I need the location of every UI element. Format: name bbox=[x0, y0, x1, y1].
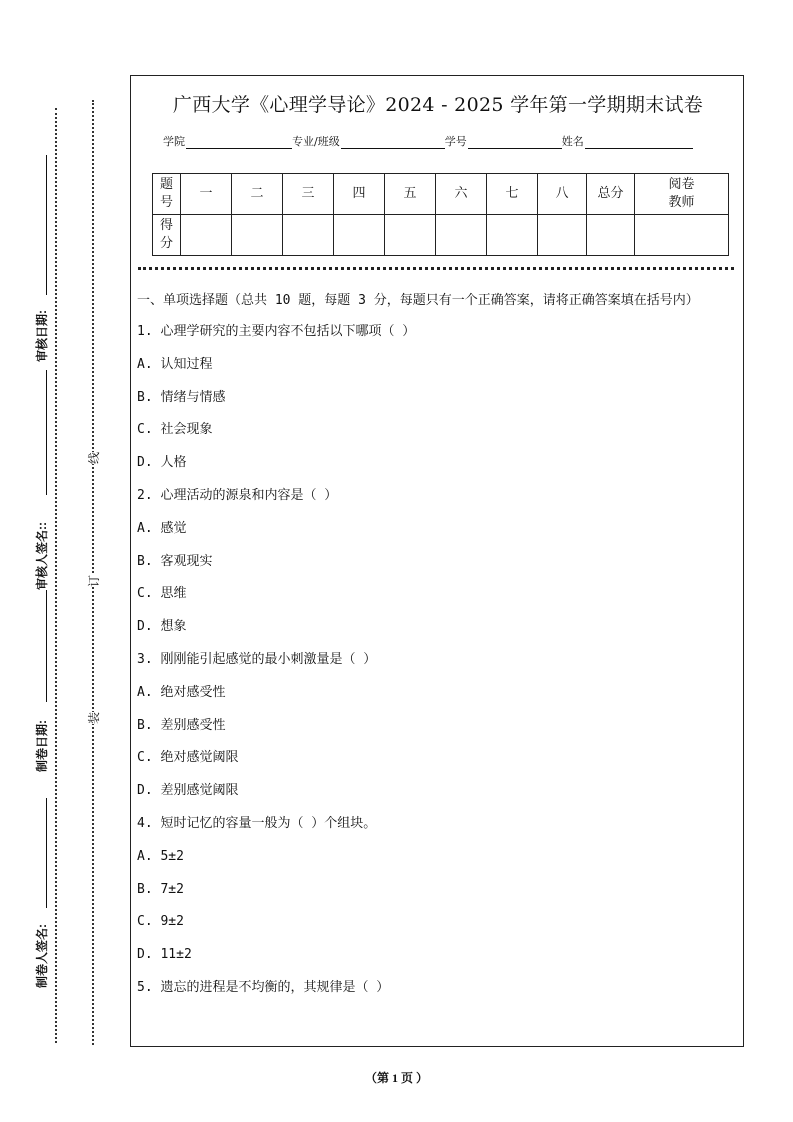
option-line: C. 绝对感觉阈限 bbox=[137, 750, 239, 766]
student-id-field[interactable] bbox=[468, 136, 562, 149]
column-head: 五 bbox=[385, 174, 436, 215]
review-date-underline bbox=[46, 155, 47, 295]
reviewer-sign-underline bbox=[46, 370, 47, 495]
option-line: A. 绝对感受性 bbox=[137, 684, 226, 700]
column-head: 总分 bbox=[587, 174, 635, 215]
column-head: 四 bbox=[334, 174, 385, 215]
score-table-header-row bbox=[153, 174, 729, 215]
student-id-label: 学号 bbox=[444, 135, 467, 148]
option-line: B. 情绪与情感 bbox=[137, 389, 226, 405]
column-head: 六 bbox=[436, 174, 487, 215]
option-line: D. 人格 bbox=[137, 455, 187, 471]
option-line: D. 11±2 bbox=[137, 947, 192, 963]
exam-title: 广西大学《心理学导论》2024 - 2025 学年第一学期期末试卷 bbox=[172, 94, 704, 116]
option-line: C. 9±2 bbox=[137, 914, 184, 930]
grader-cell[interactable] bbox=[635, 215, 729, 256]
option-line: B. 7±2 bbox=[137, 881, 184, 897]
column-head: 八 bbox=[538, 174, 587, 215]
exam-frame bbox=[130, 75, 744, 1047]
score-cell[interactable] bbox=[181, 215, 232, 256]
score-cell[interactable] bbox=[334, 215, 385, 256]
score-head bbox=[153, 215, 181, 256]
grader-head bbox=[635, 174, 729, 215]
option-line: C. 思维 bbox=[137, 586, 187, 602]
question-line: 3. 刚刚能引起感觉的最小刺激量是（ ） bbox=[137, 651, 377, 667]
college-field[interactable] bbox=[186, 136, 292, 149]
major-class-field[interactable] bbox=[341, 136, 445, 149]
option-line: A. 感觉 bbox=[137, 520, 187, 536]
column-head: 二 bbox=[232, 174, 283, 215]
column-head: 一 bbox=[181, 174, 232, 215]
question-line: 2. 心理活动的源泉和内容是（ ） bbox=[137, 487, 338, 503]
make-date-underline bbox=[46, 590, 47, 702]
review-date-label: 审核日期: bbox=[35, 310, 49, 362]
score-cell[interactable] bbox=[487, 215, 538, 256]
head-char: 分 bbox=[159, 236, 173, 251]
option-line: D. 差别感觉阈限 bbox=[137, 783, 239, 799]
score-cell[interactable] bbox=[283, 215, 334, 256]
maker-sign-label: 制卷人签名: bbox=[35, 924, 49, 988]
score-cell[interactable] bbox=[232, 215, 283, 256]
column-head: 七 bbox=[487, 174, 538, 215]
score-cell[interactable] bbox=[587, 215, 635, 256]
header-dotted-divider bbox=[138, 267, 734, 270]
bind-char-staple: 订 bbox=[87, 574, 102, 588]
score-table bbox=[152, 173, 729, 256]
maker-sign-underline bbox=[46, 798, 47, 908]
option-line: C. 社会现象 bbox=[137, 422, 213, 438]
make-date-label: 制卷日期: bbox=[35, 720, 49, 772]
exam-content bbox=[137, 290, 737, 1011]
question-number-head bbox=[153, 174, 181, 215]
option-line: B. 客观现实 bbox=[137, 553, 213, 569]
college-label: 学院 bbox=[163, 135, 185, 148]
page-number: （第 1 页 ） bbox=[364, 1071, 428, 1085]
grader-char: 阅卷 bbox=[668, 177, 695, 192]
name-label: 姓名 bbox=[561, 135, 584, 148]
bind-char-fold: 装 bbox=[87, 711, 102, 725]
question-line: 4. 短时记忆的容量一般为（ ）个组块。 bbox=[137, 815, 377, 831]
head-char: 题 bbox=[159, 177, 173, 192]
score-cell[interactable] bbox=[538, 215, 587, 256]
cut-dotted-line bbox=[92, 100, 94, 1045]
option-line: D. 想象 bbox=[137, 619, 187, 635]
score-table-score-row bbox=[153, 215, 729, 256]
column-head: 三 bbox=[283, 174, 334, 215]
option-line: A. 认知过程 bbox=[137, 356, 213, 372]
option-line: A. 5±2 bbox=[137, 848, 184, 864]
bind-char-line: 线 bbox=[87, 451, 102, 465]
reviewer-sign-label: 审核人签名:: bbox=[35, 522, 49, 590]
head-char: 号 bbox=[159, 195, 173, 210]
option-line: B. 差别感受性 bbox=[137, 717, 226, 733]
name-field[interactable] bbox=[585, 136, 693, 149]
outer-dotted-line bbox=[55, 108, 57, 1043]
question-line: 1. 心理学研究的主要内容不包括以下哪项（ ） bbox=[137, 324, 416, 339]
head-char: 得 bbox=[159, 218, 173, 233]
student-info-row bbox=[163, 133, 693, 149]
score-cell[interactable] bbox=[436, 215, 487, 256]
section-title: 一、单项选择题（总共 10 题，每题 3 分，每题只有一个正确答案，请将正确答案填在括号内） bbox=[137, 293, 699, 308]
question-line: 5. 遗忘的进程是不均衡的，其规律是（ ） bbox=[137, 979, 390, 995]
score-cell[interactable] bbox=[385, 215, 436, 256]
major-class-label: 专业/班级 bbox=[292, 135, 340, 148]
grader-char: 教师 bbox=[668, 195, 695, 210]
